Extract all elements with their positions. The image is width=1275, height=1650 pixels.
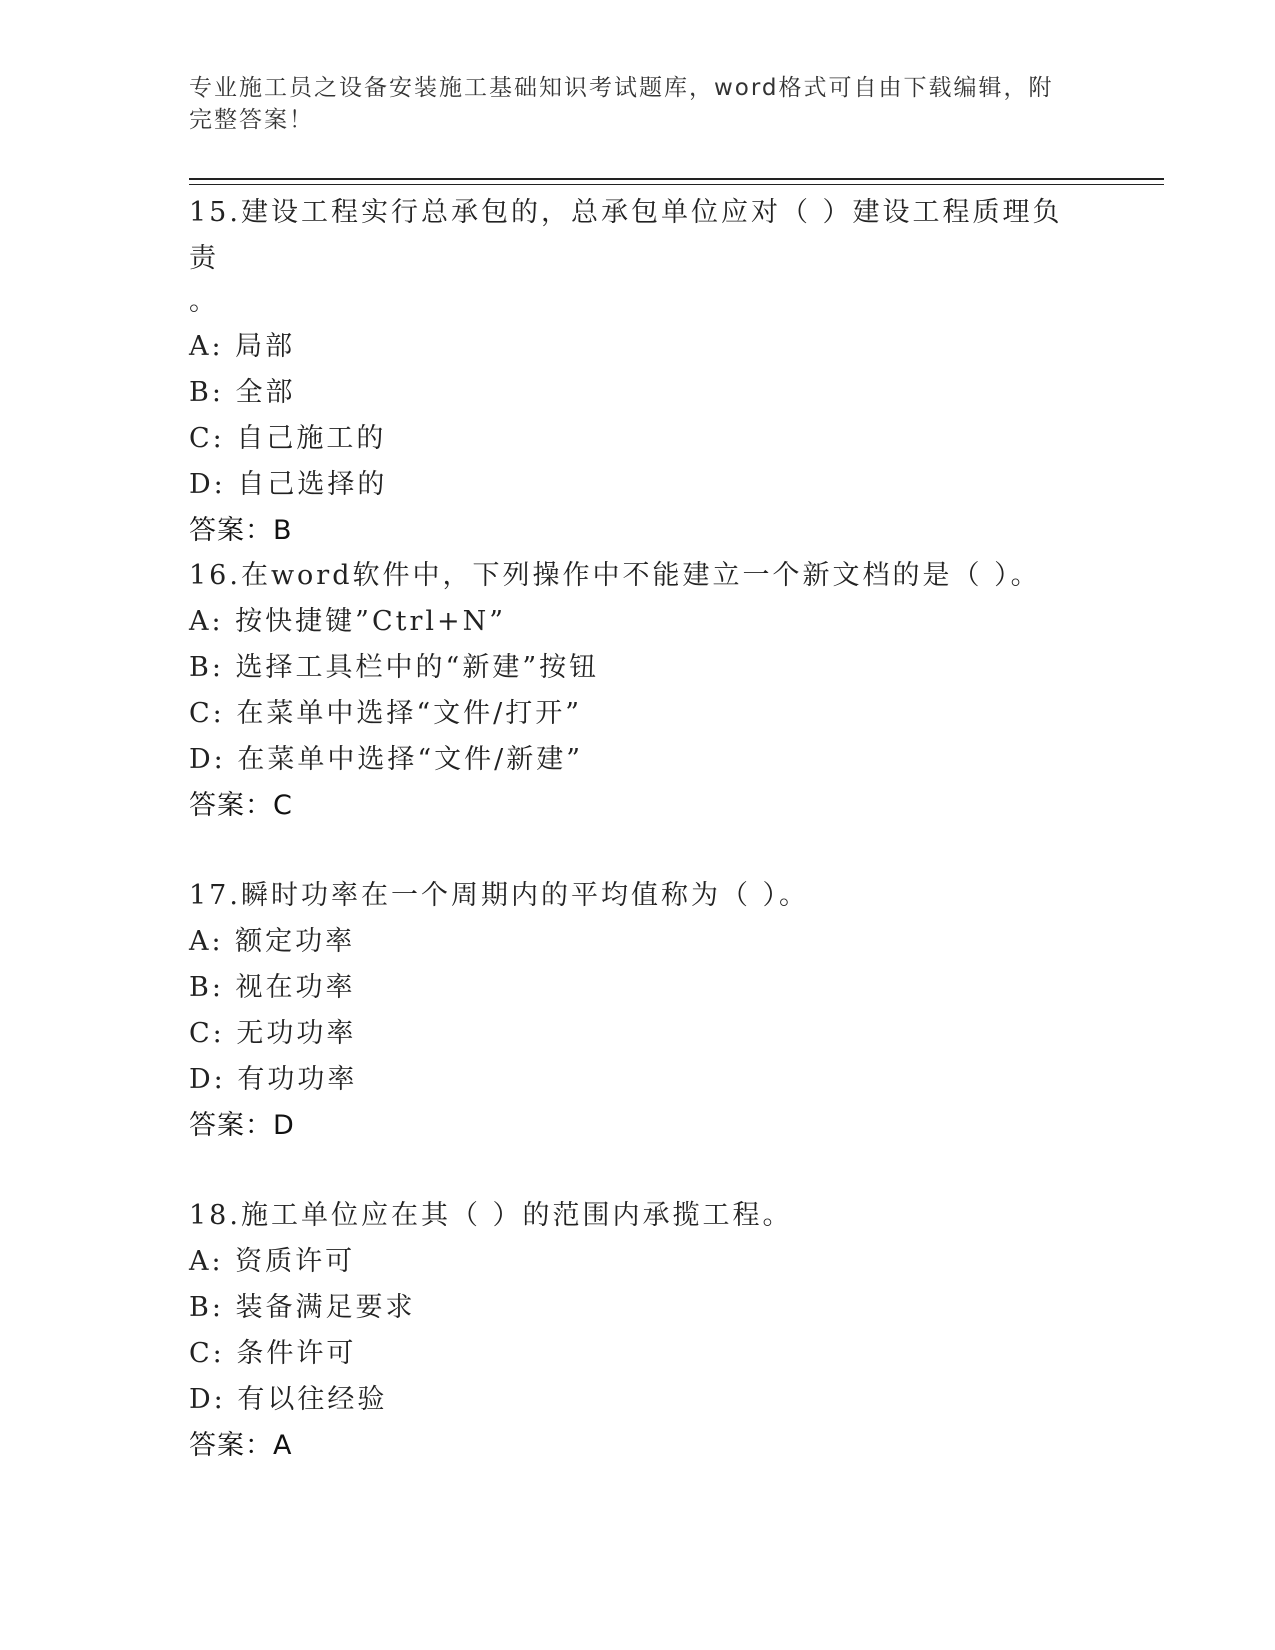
question-18	[189, 1193, 1089, 1469]
option-c: C: 条件许可	[189, 1338, 357, 1369]
answer-line: 答案：C	[189, 790, 293, 821]
option-c: C: 无功功率	[189, 1018, 357, 1049]
header-divider-thick	[189, 178, 1164, 180]
option-b: B: 视在功率	[189, 972, 356, 1003]
option-c: C: 自己施工的	[189, 423, 387, 454]
option-a: A: 资质许可	[189, 1246, 356, 1277]
document-header: 专业施工员之设备安装施工基础知识考试题库，word格式可自由下载编辑，附完整答案！	[189, 75, 1054, 133]
question-16	[189, 553, 1089, 829]
question-stem: 15.建设工程实行总承包的，总承包单位应对（ ）建设工程质理负责	[189, 197, 1063, 274]
question-15	[189, 190, 1089, 554]
option-d: D: 有功功率	[189, 1064, 358, 1095]
question-stem-continuation: 。	[189, 286, 216, 317]
option-a: A: 按快捷键”Ctrl+N”	[189, 606, 507, 637]
question-stem: 18.施工单位应在其（ ）的范围内承揽工程。	[189, 1200, 793, 1231]
question-stem: 17.瞬时功率在一个周期内的平均值称为（ ）。	[189, 880, 810, 911]
header-divider-thin	[189, 184, 1164, 185]
question-stem: 16.在word软件中，下列操作中不能建立一个新文档的是（ ）。	[189, 560, 1041, 591]
option-d: D: 在菜单中选择“文件/新建”	[189, 744, 584, 775]
option-a: A: 额定功率	[189, 926, 356, 957]
answer-line: 答案：D	[189, 1110, 295, 1141]
question-17	[189, 873, 1089, 1149]
option-d: D: 自己选择的	[189, 469, 388, 500]
option-c: C: 在菜单中选择“文件/打开”	[189, 698, 583, 729]
option-b: B: 选择工具栏中的“新建”按钮	[189, 652, 600, 683]
option-b: B: 全部	[189, 377, 296, 408]
option-a: A: 局部	[189, 331, 296, 362]
answer-line: 答案：B	[189, 515, 293, 546]
answer-line: 答案：A	[189, 1430, 293, 1461]
option-b: B: 装备满足要求	[189, 1292, 416, 1323]
option-d: D: 有以往经验	[189, 1384, 388, 1415]
